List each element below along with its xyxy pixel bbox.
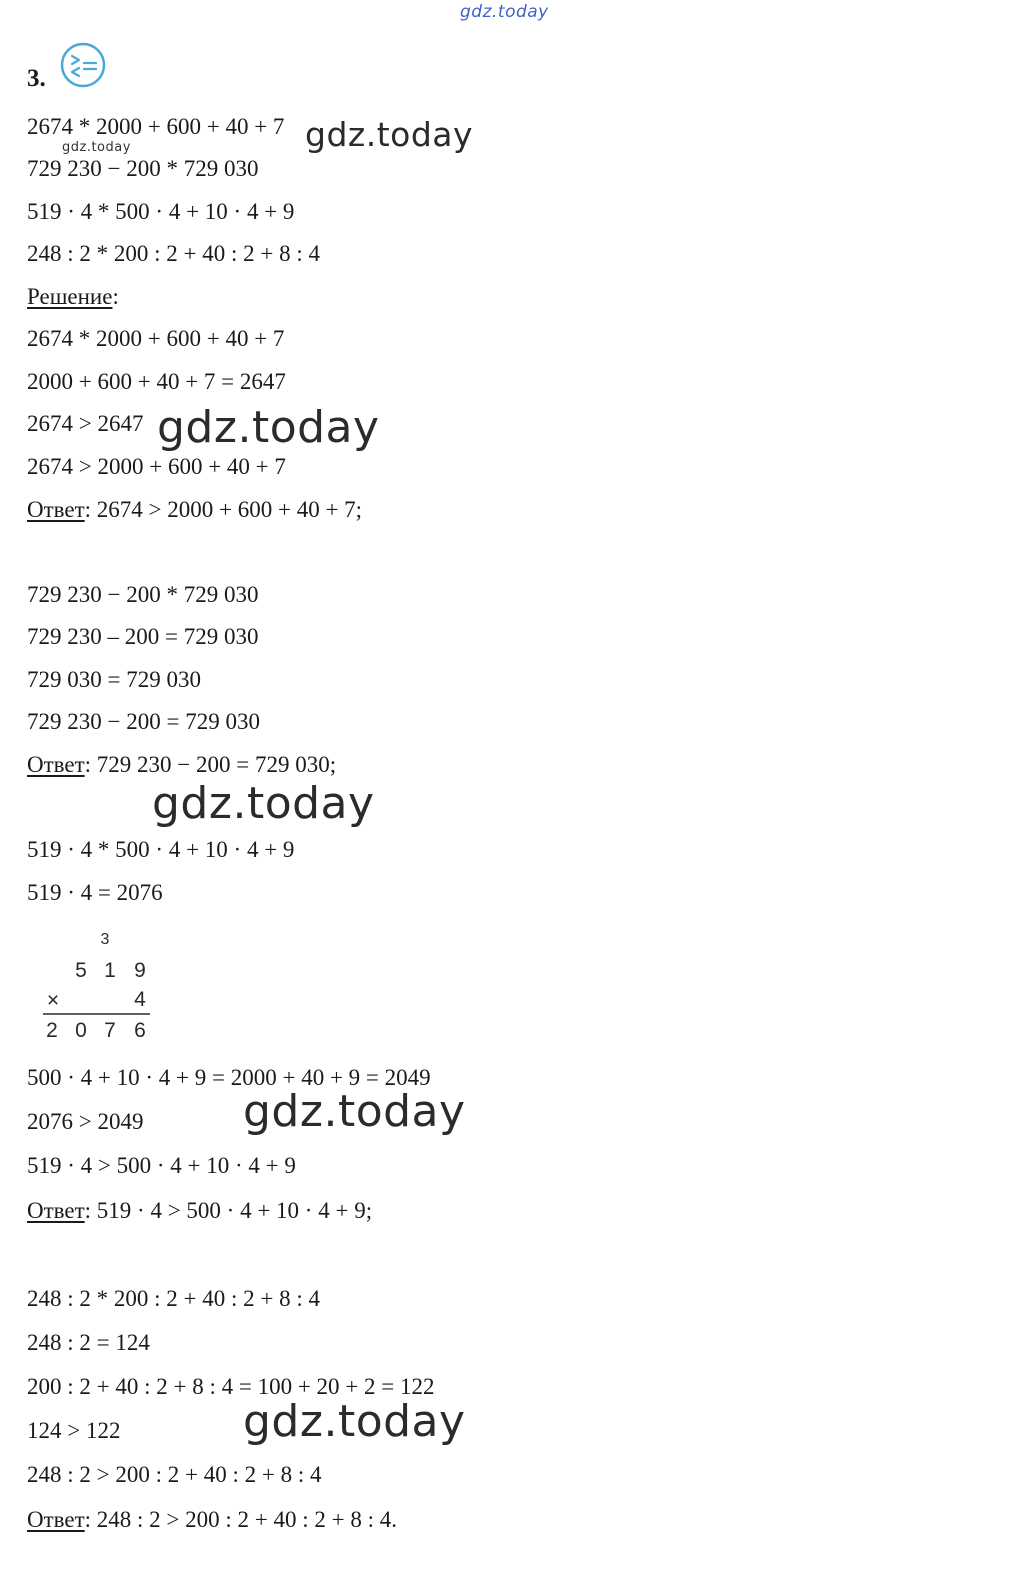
solution-colon: :: [112, 284, 119, 309]
part1-line: 2674 * 2000 + 600 + 40 + 7: [27, 326, 285, 351]
watermark-mid1: gdz.today: [157, 402, 380, 453]
top-digit: 5: [75, 959, 87, 982]
multiplier-digit: 4: [134, 988, 146, 1011]
column-multiplication: [40, 926, 160, 1046]
part3-line: 519 · 4 * 500 · 4 + 10 · 4 + 9: [27, 837, 295, 862]
watermark-mid3: gdz.today: [243, 1086, 466, 1137]
condition-line: 2674 * 2000 + 600 + 40 + 7: [27, 114, 285, 139]
answer-text: : 729 230 − 200 = 729 030;: [84, 752, 337, 777]
part4-line: 248 : 2 = 124: [27, 1330, 150, 1355]
part3-line: 2076 > 2049: [27, 1109, 144, 1134]
part3-line: 519 · 4 = 2076: [27, 880, 163, 905]
part3-line: 519 · 4 > 500 · 4 + 10 · 4 + 9: [27, 1153, 296, 1178]
part4-line: 248 : 2 > 200 : 2 + 40 : 2 + 8 : 4: [27, 1462, 322, 1487]
part4-line: 124 > 122: [27, 1418, 121, 1443]
answer-label: Ответ: [27, 752, 85, 777]
solution-label: Решение: [27, 284, 113, 309]
part3-line: 500 · 4 + 10 · 4 + 9 = 2000 + 40 + 9 = 2049: [27, 1065, 431, 1090]
carry-digit: 3: [100, 931, 110, 948]
part2-answer: [27, 751, 336, 779]
part2-line: 729 030 = 729 030: [27, 667, 201, 692]
top-digit: 1: [104, 959, 116, 982]
part4-line: 200 : 2 + 40 : 2 + 8 : 4 = 100 + 20 + 2 = 122: [27, 1374, 435, 1399]
task-number: 3.: [27, 65, 46, 92]
watermark-header-large: gdz.today: [305, 115, 474, 154]
condition-line: 729 230 − 200 * 729 030: [27, 156, 259, 181]
part1-line: 2674 > 2000 + 600 + 40 + 7: [27, 454, 286, 479]
answer-label: Ответ: [27, 497, 85, 522]
top-digit: 9: [134, 959, 146, 982]
part4-answer: [27, 1506, 397, 1534]
answer-label: Ответ: [27, 1507, 85, 1532]
condition-line: 519 · 4 * 500 · 4 + 10 · 4 + 9: [27, 199, 295, 224]
result-digit: 6: [134, 1019, 146, 1042]
solution-heading: [27, 283, 119, 311]
answer-label: Ответ: [27, 1198, 85, 1223]
part2-line: 729 230 − 200 * 729 030: [27, 582, 259, 607]
answer-text: : 519 · 4 > 500 · 4 + 10 · 4 + 9;: [84, 1198, 373, 1223]
part1-answer: [27, 496, 362, 524]
result-digit: 2: [46, 1019, 58, 1042]
part1-line: 2000 + 600 + 40 + 7 = 2647: [27, 369, 286, 394]
multiply-sign: ×: [46, 989, 60, 1012]
part2-line: 729 230 – 200 = 729 030: [27, 624, 259, 649]
part4-line: 248 : 2 * 200 : 2 + 40 : 2 + 8 : 4: [27, 1286, 321, 1311]
watermark-mid4: gdz.today: [243, 1396, 466, 1447]
compare-signs-icon: [60, 42, 106, 88]
answer-text: : 248 : 2 > 200 : 2 + 40 : 2 + 8 : 4.: [84, 1507, 398, 1532]
answer-text: : 2674 > 2000 + 600 + 40 + 7;: [84, 497, 363, 522]
watermark-mid2: gdz.today: [152, 778, 375, 829]
result-digit: 7: [104, 1019, 116, 1042]
watermark-header-small: gdz.today: [62, 140, 131, 155]
watermark-top: gdz.today: [460, 2, 549, 22]
part3-answer: [27, 1197, 372, 1225]
part1-line: 2674 > 2647: [27, 411, 144, 436]
condition-line: 248 : 2 * 200 : 2 + 40 : 2 + 8 : 4: [27, 241, 321, 266]
part2-line: 729 230 − 200 = 729 030: [27, 709, 260, 734]
result-digit: 0: [75, 1019, 87, 1042]
